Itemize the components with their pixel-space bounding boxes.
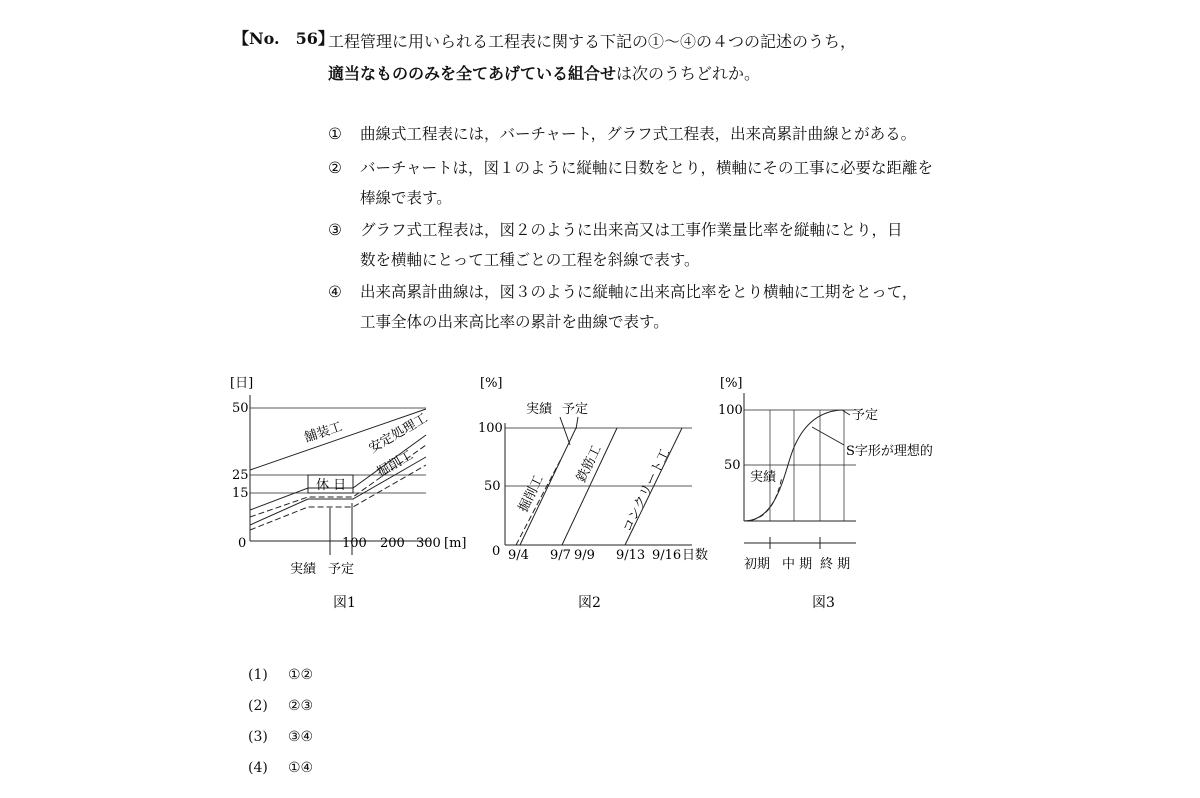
fig2-y-tick-50: 50 <box>484 479 501 494</box>
question-stem <box>328 26 968 90</box>
fig2-plan-pointer <box>576 417 578 429</box>
fig2-rebar-label: 鉄筋工 <box>574 443 605 485</box>
statement-text: グラフ式工程表は，図２のように出来高又は工事作業量比率を縦軸にとり，日 <box>360 221 903 239</box>
stem-line-2 <box>328 58 968 90</box>
figure-1-bar-chart <box>250 395 430 555</box>
statement-number: ④ <box>328 283 342 301</box>
fig2-excavate-label: 掘削工 <box>516 473 547 515</box>
fig1-stabilize-label: 安定処理工 <box>366 410 431 457</box>
statement-number: ① <box>328 125 342 143</box>
fig3-caption: 図3 <box>812 595 835 611</box>
fig1-y-tick-25: 25 <box>232 468 249 483</box>
stem-emphasis: 適当なもののみを全てあげている組合せ <box>328 64 617 83</box>
choice-text: ①② <box>288 667 314 683</box>
fig2-plan-label: 予定 <box>562 402 589 417</box>
fig1-y-unit: [日] <box>230 376 254 391</box>
choice-1[interactable] <box>248 664 313 695</box>
statement-text: 工事全体の出来高比率の累計を曲線で表す。 <box>360 313 669 331</box>
fig2-x-tick-9-7: 9/7 <box>550 548 571 563</box>
fig2-actual-pointer <box>560 417 570 445</box>
fig2-actual-label: 実績 <box>526 402 553 417</box>
choice-3[interactable] <box>248 726 313 757</box>
fig1-actual-label: 実績 <box>290 562 317 577</box>
choice-number: (2) <box>248 698 268 714</box>
answer-choices <box>248 664 313 788</box>
choice-text: ①④ <box>288 760 314 776</box>
fig2-x-tick-9-9: 9/9 <box>574 548 595 563</box>
statement-number: ③ <box>328 221 342 239</box>
statement-text: 数を横軸にとって工種ごとの工程を斜線で表す。 <box>360 251 700 269</box>
choice-number: (1) <box>248 667 268 683</box>
fig1-holiday-label: 休 日 <box>316 478 347 493</box>
fig2-x-unit: 日数 <box>682 548 709 563</box>
choice-text: ③④ <box>288 729 314 745</box>
fig3-plan-label: 予定 <box>852 408 879 423</box>
statement-1 <box>328 119 933 149</box>
statement-list <box>328 119 933 337</box>
fig2-y-tick-100: 100 <box>478 421 503 436</box>
fig2-caption: 図2 <box>578 595 601 611</box>
choice-2[interactable] <box>248 695 313 726</box>
choice-number: (4) <box>248 760 268 776</box>
fig1-y-tick-15: 15 <box>232 486 249 501</box>
question-number: 【No. 56】 <box>233 29 334 48</box>
fig1-paving-label: 舗装工 <box>302 419 345 446</box>
fig3-period-early: 初期 <box>744 557 771 572</box>
fig2-y-tick-0: 0 <box>492 544 501 559</box>
fig2-concrete-label: コンクリート工 <box>620 446 674 535</box>
figures <box>230 365 950 625</box>
statement-4 <box>328 277 933 337</box>
fig1-x-tick-200: 200 <box>380 536 405 551</box>
figure-svg <box>230 365 950 625</box>
choice-text: ②③ <box>288 698 314 714</box>
statement-text: バーチャートは，図１のように縦軸に日数をとり，横軸にその工事に必要な距離を <box>360 159 934 177</box>
statement-text: 棒線で表す。 <box>360 189 452 207</box>
fig3-y-tick-50: 50 <box>724 458 741 473</box>
fig3-period-final: 終 期 <box>820 557 851 572</box>
fig2-x-tick-9-13: 9/13 <box>616 548 646 563</box>
fig1-y-tick-50: 50 <box>232 401 249 416</box>
fig1-x-tick-100: 100 <box>342 536 367 551</box>
fig3-actual-label: 実績 <box>750 470 777 485</box>
statement-number: ② <box>328 159 342 177</box>
statement-text: 出来高累計曲線は，図３のように縦軸に出来高比率をとり横軸に工期をとって， <box>360 283 918 301</box>
fig1-y-tick-0: 0 <box>238 536 247 551</box>
fig2-x-tick-9-4: 9/4 <box>508 548 529 563</box>
fig1-plan-label: 予定 <box>328 562 355 577</box>
fig2-y-unit: [%] <box>480 376 503 391</box>
fig2-x-tick-9-16: 9/16 <box>652 548 682 563</box>
fig3-plan-pointer <box>842 410 850 415</box>
statement-text: 曲線式工程表には，バーチャート，グラフ式工程表，出来高累計曲線とがある。 <box>360 125 917 143</box>
stem-line-1: 工程管理に用いられる工程表に関する下記の①～④の４つの記述のうち， <box>328 32 857 51</box>
fig1-x-unit: [m] <box>444 536 467 551</box>
fig3-s-curve-label: S字形が理想的 <box>846 444 933 459</box>
statement-2 <box>328 153 933 213</box>
fig3-y-tick-100: 100 <box>718 403 743 418</box>
fig3-period-middle: 中 期 <box>782 557 813 572</box>
stem-rest: は次のうちどれか。 <box>616 64 761 83</box>
fig1-caption: 図1 <box>333 595 356 611</box>
statement-3 <box>328 215 933 275</box>
choice-number: (3) <box>248 729 268 745</box>
fig1-x-tick-300: 300 <box>416 536 441 551</box>
fig1-excavate-label: 掘削工 <box>374 447 416 481</box>
fig3-y-unit: [%] <box>720 376 743 391</box>
fig3-plan-curve <box>744 410 842 521</box>
fig3-s-pointer <box>812 427 844 445</box>
choice-4[interactable] <box>248 757 313 788</box>
